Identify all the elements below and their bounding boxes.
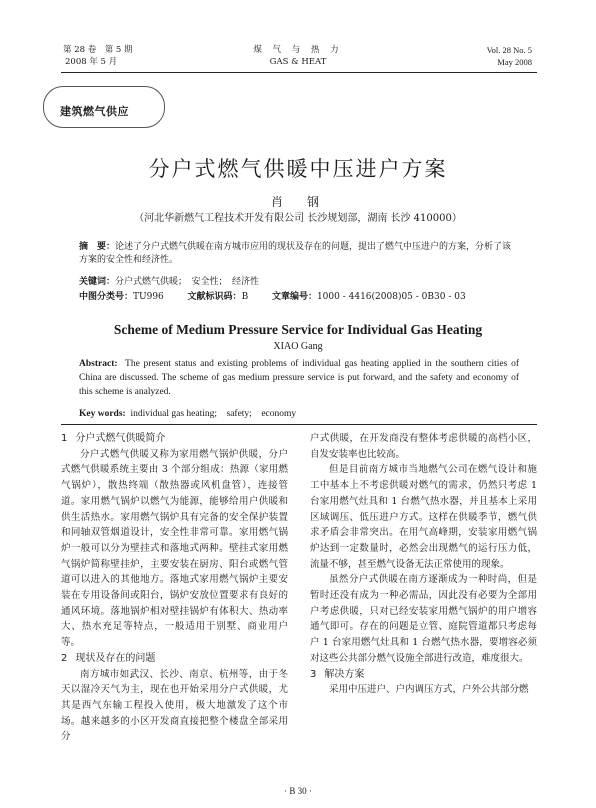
header-rule	[61, 72, 537, 73]
clc-code: TU996	[133, 292, 164, 302]
english-abstract-label: Abstract:	[79, 359, 118, 369]
english-keywords	[79, 405, 296, 419]
running-header-right	[487, 44, 532, 68]
page-number: · B 30 ·	[284, 786, 312, 796]
section-badge-label: 建筑燃气供应	[60, 105, 129, 118]
english-abstract	[79, 357, 519, 399]
article-number: 1000 - 4416(2008)05 - 0B30 - 03	[316, 292, 466, 302]
abstract-cn-label: 摘 要：	[79, 242, 116, 252]
author-name: 肖 钢	[270, 195, 325, 209]
abstract-cn-text: 论述了分户式燃气供暖在南方城市应用的现状及存在的问题，提出了燃气中压进户的方案，分析了该方案的安全性和经济性。	[79, 242, 512, 265]
keywords-cn-text: 分户式燃气供暖； 安全性； 经济性	[115, 277, 260, 287]
issue-date: 2008 年 5 月	[65, 57, 118, 67]
section-heading-3	[310, 667, 537, 683]
english-keywords-label: Key words:	[79, 409, 126, 419]
english-abstract-text: The present status and existing problems of individual gas heating applied in the southern cities of China are discussed. The scheme of gas medium pressure service is put forward, and the safety and economy of this scheme is analyzed.	[79, 359, 520, 397]
section-title-1: 分户式燃气供暖简介	[75, 433, 166, 444]
paragraph: 但是目前南方城市当地燃气公司在燃气设计和施工中基本上不考虑供暖对燃气的需求，仍然只考虑 1 台家用燃气灶具和 1 台燃气热水器，并且基本上采用区域调压、低压进户方式。这样在供暖季节，燃气供求矛盾会非常突出。在用气高峰期，安装家用燃气锅炉达到一定数量时，必然会出现燃气的运行压力低，流量不够，甚至燃气设备无法正常使用的现象。	[310, 464, 537, 570]
paragraph: 分户式燃气供暖又称为家用燃气锅炉供暖，分户式燃气供暖系统主要由 3 个部分组成：热源（家用燃气锅炉），散热终端（散热器或风机盘管），连接管道。家用燃气锅炉以燃气为能源，能够给用户供暖和供生活热水。家用燃气锅炉具有完备的安全保护装置和同轴双管烟道设计，安全性非常可靠。家用燃气锅炉一般可以分为壁挂式和落地式两种。壁挂式家用燃气锅炉简称壁挂炉，主要安装在厨房、阳台或燃气管道可以进入的其他地方。落地式家用燃气锅炉主要安装在专用设备间或阳台，锅炉安放位置要求有良好的通风环境。落地锅炉相对壁挂锅炉有体积大、热动率大、热水充足等特点，一般适用于别墅、商业用户等。	[61, 448, 288, 649]
section-heading-2	[61, 651, 288, 667]
author-affiliation: （河北华新燃气工程技术开发有限公司 长沙规划部，湖南 长沙 410000）	[134, 213, 462, 224]
classification-line	[79, 291, 519, 304]
doc-code: B	[241, 292, 249, 302]
paper-title: 分户式燃气供暖中压进户方案	[148, 157, 448, 181]
doc-code-label: 文献标识码：	[187, 292, 242, 302]
paragraph-continued: 户式供暖，在开发商没有整体考虑供暖的高档小区，自发安装率也比较高。	[310, 433, 537, 460]
keywords-cn-label: 关键词：	[79, 277, 116, 287]
abstract-cn	[79, 241, 519, 267]
journal-name-en: GAS & HEAT	[269, 57, 327, 67]
english-title: Scheme of Medium Pressure Service for Individual Gas Heating	[113, 322, 483, 337]
keywords-cn	[79, 276, 519, 289]
paragraph: 采用中压进户、户内调压方式，户外公共部分燃	[329, 684, 529, 696]
volume-issue-en: Vol. 28 No. 5	[486, 45, 532, 55]
issue-date-en: May 2008	[497, 57, 532, 67]
section-title-2: 现状及存在的问题	[75, 652, 156, 664]
paragraph: 虽然分户式供暖在南方逐渐成为一种时尚，但是暂时还没有成为一种必需品，因此没有必要为全部用户考虑供暖，只对已经安装家用燃气锅炉的用户增容通气即可。存在的问题是立管、庭院管道都只考虑每户 1 台家用燃气灶具和 1 台燃气热水器，要增容必须对这些公共部分燃气设施全部进行改造，难度很大。	[310, 574, 537, 664]
body-column-left	[61, 431, 288, 745]
abstract-rule	[61, 424, 537, 425]
section-title-3: 解决方案	[324, 668, 365, 680]
section-number-1: 1	[61, 433, 68, 444]
english-keywords-text: individual gas heating; safety; economy	[130, 409, 297, 419]
clc-label: 中图分类号：	[79, 292, 134, 302]
section-heading-1	[61, 431, 288, 447]
volume-issue: 第 28 卷 第 5 期	[63, 45, 133, 55]
journal-name-cn: 煤 气 与 热 力	[253, 45, 343, 55]
english-author: XIAO Gang	[273, 341, 323, 352]
paragraph: 南方城市如武汉、长沙、南京、杭州等，由于冬天以湿冷天气为主，现在也开始采用分户式供暖，尤其是西气东输工程投入使用，极大地激发了这个市场。越来越多的小区开发商直接把整个楼盘全部采用分	[61, 668, 288, 743]
section-number-2: 2	[61, 652, 68, 664]
section-number-3: 3	[310, 668, 317, 680]
body-column-right	[310, 431, 537, 698]
article-number-label: 文章编号：	[271, 292, 317, 302]
